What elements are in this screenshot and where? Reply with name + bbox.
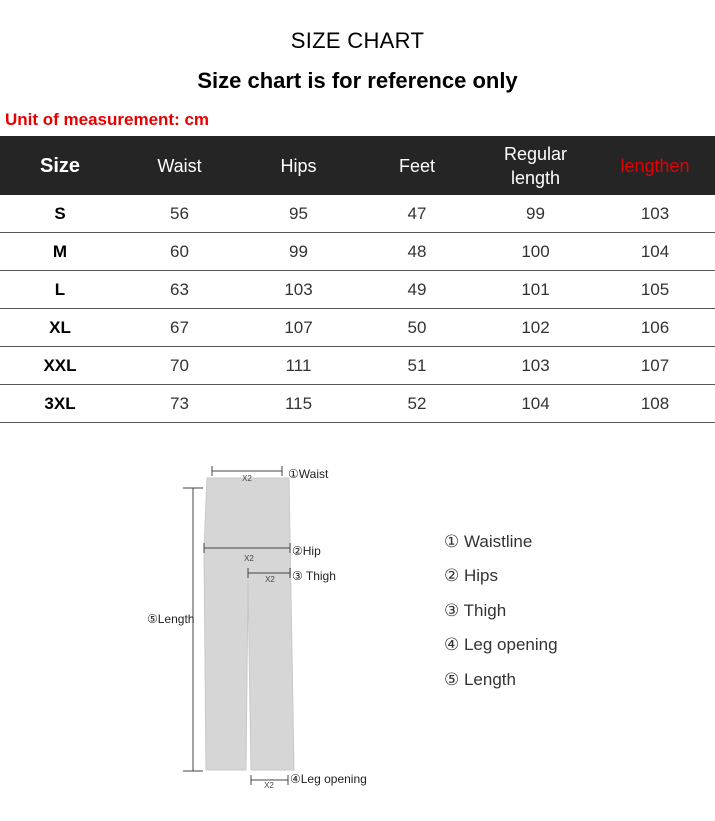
cell-lengthen: 103 (640, 203, 670, 223)
x2-waist: X2 (242, 474, 252, 483)
cell-waist: 70 (170, 355, 189, 375)
legend-thigh: ③ Thigh (444, 600, 507, 620)
table-body (0, 195, 715, 423)
label-length: ⑤Length (147, 612, 195, 626)
header-size: Size (39, 154, 81, 177)
legend-length: ⑤ Length (444, 669, 516, 689)
legend-waistline: ① Waistline (444, 532, 533, 551)
cell-feet: 49 (407, 279, 427, 299)
label-hip: ②Hip (292, 544, 321, 558)
header-waist: Waist (157, 155, 202, 176)
measurement-legend (444, 530, 558, 702)
cell-hips: 111 (285, 355, 312, 375)
cell-lengthen: 105 (640, 279, 670, 299)
cell-feet: 52 (407, 393, 427, 413)
cell-size: XXL (43, 355, 77, 375)
table-header (0, 136, 715, 195)
header-regular-length: Regular length (503, 143, 568, 188)
legend-leg-opening: ④ Leg opening (444, 635, 558, 655)
cell-size: L (54, 279, 66, 299)
label-thigh: ③ Thigh (292, 569, 336, 583)
label-waist: ①Waist (288, 467, 329, 481)
cell-lengthen: 104 (640, 241, 670, 261)
table-row (0, 195, 715, 233)
cell-regular-length: 101 (521, 279, 550, 299)
table-row (0, 271, 715, 309)
cell-waist: 56 (170, 203, 189, 223)
table-row (0, 347, 715, 385)
cell-waist: 63 (170, 279, 189, 299)
cell-regular-length: 99 (526, 203, 545, 223)
pants-shape (204, 478, 294, 770)
cell-lengthen: 108 (640, 393, 670, 413)
table-row (0, 385, 715, 423)
cell-hips: 95 (289, 203, 308, 223)
size-table (0, 136, 715, 423)
table-row (0, 233, 715, 271)
x2-hip: X2 (244, 554, 254, 563)
header-feet: Feet (398, 155, 436, 176)
legend-hips: ② Hips (444, 566, 498, 586)
cell-feet: 47 (407, 203, 427, 223)
cell-size: S (54, 203, 66, 223)
cell-regular-length: 104 (521, 393, 550, 413)
cell-waist: 67 (170, 317, 189, 337)
cell-waist: 60 (170, 241, 189, 261)
unit-note: Unit of measurement: cm (5, 110, 210, 129)
cell-regular-length: 103 (521, 355, 550, 375)
cell-regular-length: 100 (521, 241, 550, 261)
cell-feet: 50 (407, 317, 427, 337)
x2-thigh: X2 (265, 575, 275, 584)
cell-size: M (52, 241, 68, 261)
label-leg-opening: ④Leg opening (290, 772, 367, 786)
cell-feet: 51 (407, 355, 427, 375)
header-hips: Hips (280, 155, 317, 176)
cell-feet: 48 (407, 241, 427, 261)
cell-waist: 73 (170, 393, 189, 413)
header-lengthen: lengthen (620, 155, 690, 176)
cell-size: 3XL (44, 393, 76, 413)
x2-leg-opening: X2 (264, 781, 274, 790)
page-subtitle: Size chart is for reference only (197, 68, 518, 93)
cell-lengthen: 106 (640, 317, 670, 337)
cell-hips: 107 (284, 317, 313, 337)
cell-regular-length: 102 (521, 317, 550, 337)
cell-hips: 99 (289, 241, 308, 261)
table-row (0, 309, 715, 347)
cell-size: XL (49, 317, 71, 337)
pants-illustration (0, 430, 715, 821)
page-title: SIZE CHART (290, 28, 425, 53)
cell-hips: 103 (284, 279, 313, 299)
cell-hips: 115 (284, 393, 313, 413)
measurement-diagram (0, 430, 715, 821)
cell-lengthen: 107 (640, 355, 670, 375)
